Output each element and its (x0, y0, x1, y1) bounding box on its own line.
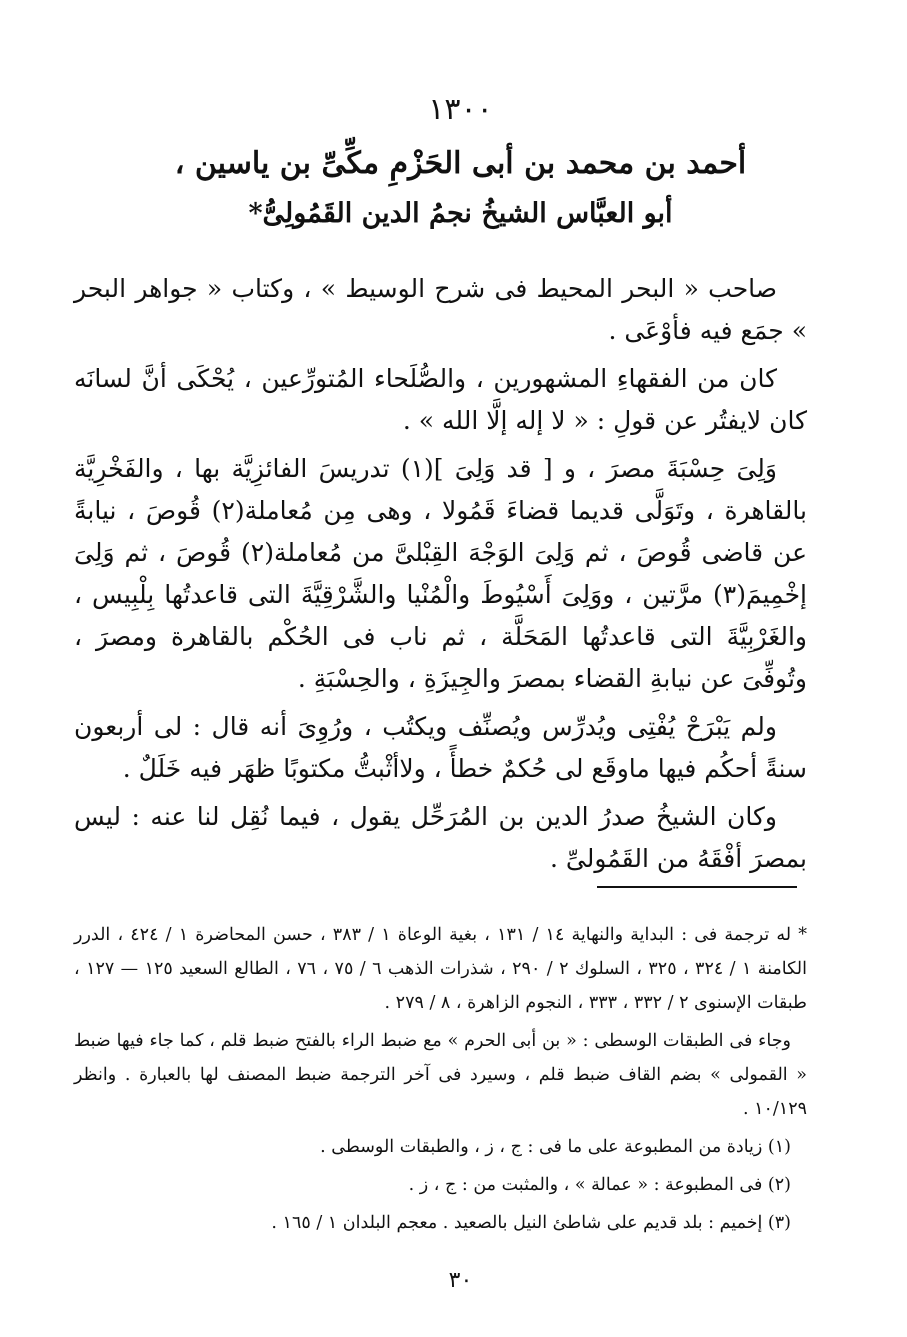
paragraph: ولم يَبْرَحْ يُفْتِى ويُدرِّس ويُصنِّف ويكتُب ، ورُوِىَ أنه قال : لى أربعون سنةً أحكُم فيها ماوقَع لى حُكمٌ خطأً ، ولاأثْبتُّ مكتوبًا ظهَر فيه خَلَلٌ . (74, 712, 807, 783)
entry-heading-name: أحمد بن محمد بن أبى الحَزْمِ مكِّىِّ بن ياسين ، (174, 146, 747, 181)
body-text (74, 268, 807, 886)
footnotes (74, 918, 807, 1244)
paragraph: وَلِىَ حِسْبَةَ مصرَ ، و [ قد وَلِىَ ](١) تدريسَ الفائزِيَّة بها ، والفَخْرِيَّة بالقاهرة ، وتَوَلَّى قديما قضاءَ قَمُولا ، وهى مِن مُعاملة(٢) قُوصَ ، نيابةً عن قاضى قُوصَ ، ثم وَلِىَ الوَجْهَ القِبْلىَّ من مُعاملة(٢) قُوصَ ، ثم وَلِىَ إخْمِيمَ(٣) مرَّتين ، ووَلِىَ أَسْيُوطَ والْمُنْيا والشَّرْقِيَّةَ التى قاعدتُها بِلْبِيس ، والغَرْبِيَّةَ التى قاعدتُها المَحَلَّة ، ثم ناب فى الحُكْم بالقاهرة ومصرَ ، وتُوفِّىَ عن نيابةِ القضاء بمصرَ والجِيزَةِ ، والحِسْبَةِ . (74, 454, 808, 693)
entry-heading-kunya: أبو العبَّاس الشيخُ نجمُ الدين القَمُولِىُّ* (248, 198, 673, 229)
footnote-separator (597, 886, 797, 888)
entry-number: ١٣٠٠ (428, 92, 493, 127)
footnote-2: (٢) فى المطبوعة : « عمالة » ، والمثبت من : ج ، ز . (408, 1175, 791, 1195)
footnote-1: (١) زيادة من المطبوعة على ما فى : ج ، ز ، والطبقات الوسطى . (320, 1137, 791, 1157)
footnote-3: (٣) إخميم : بلد قديم على شاطئ النيل بالصعيد . معجم البلدان ١ / ١٦٥ . (271, 1213, 791, 1233)
paragraph: صاحب « البحر المحيط فى شرح الوسيط » ، وكتاب « جواهر البحر » جمَع فيه فأوْعَى . (74, 274, 807, 345)
paragraph: وكان الشيخُ صدرُ الدين بن المُرَحِّل يقول ، فيما نُقِل لنا عنه : ليس بمصرَ أفْقَهُ من القَمُولىِّ . (74, 802, 807, 873)
page-number: ٣٠ (448, 1268, 473, 1293)
paragraph: كان من الفقهاءِ المشهورين ، والصُّلَحاء المُتورِّعين ، يُحْكَى أنَّ لسانَه كان لايفتُر عن قولِ : « لا إله إلَّا الله » . (74, 364, 807, 435)
footnote-note: وجاء فى الطبقات الوسطى : « بن أبى الحرم » مع ضبط الراء بالفتح ضبط قلم ، كما جاء فيها ضبط « القمولى » بضم القاف ضبط قلم ، وسيرد فى آخر الترجمة ضبط المصنف لها بالعبارة . وانظر ١٠/١٢٩ . (74, 1031, 807, 1119)
footnote-star: * له ترجمة فى : البداية والنهاية ١٤ / ١٣١ ، بغية الوعاة ١ / ٣٨٣ ، حسن المحاضرة ١ / ٤٢٤ ، الدرر الكامنة ١ / ٣٢٤ ، ٣٢٥ ، السلوك ٢ / ٢٩٠ ، شذرات الذهب ٦ / ٧٥ ، ٧٦ ، الطالع السعيد ١٢٥ — ١٢٧ ، طبقات الإسنوى ٢ / ٣٣٢ ، ٣٣٣ ، النجوم الزاهرة ، ٨ / ٢٧٩ . (74, 925, 808, 1013)
